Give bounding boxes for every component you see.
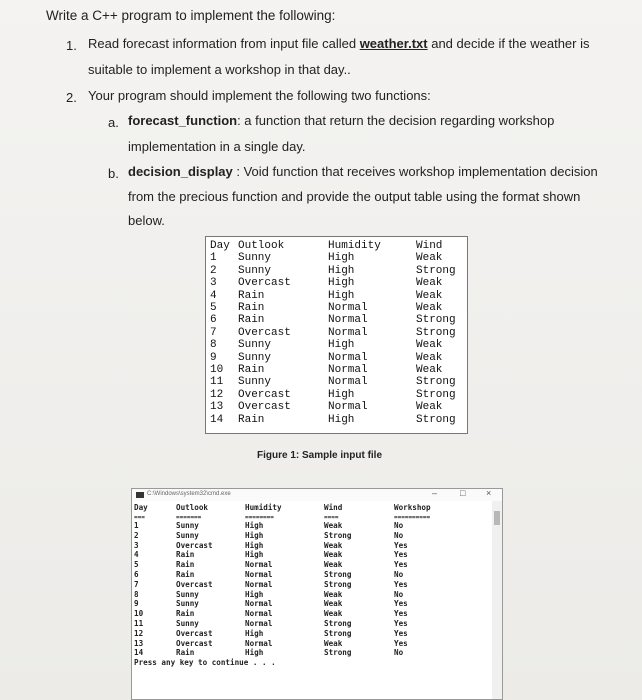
- item-2-number: 2.: [66, 90, 77, 105]
- console-cell: 12: [134, 628, 144, 638]
- input-cell: Sunny: [238, 376, 272, 389]
- input-cell: 14: [210, 413, 224, 426]
- input-cell: Normal: [328, 376, 368, 389]
- input-cell: High: [328, 339, 355, 352]
- console-cell: Overcast: [176, 579, 213, 589]
- input-row: [206, 252, 467, 264]
- input-cell: Overcast: [238, 388, 291, 401]
- console-cell: High: [245, 628, 264, 638]
- console-cell: Strong: [324, 570, 352, 579]
- console-cell: Strong: [324, 628, 352, 638]
- input-cell: High: [328, 388, 355, 401]
- console-window: [131, 488, 503, 700]
- input-cell: 13: [210, 401, 224, 414]
- input-cell: Normal: [328, 351, 368, 364]
- sample-input-file: [205, 236, 468, 434]
- console-footer: Press any key to continue . . .: [134, 658, 276, 668]
- console-cell: Weak: [324, 638, 343, 648]
- subitem-a-line-1: [128, 109, 554, 133]
- console-header-cell: Workshop: [394, 503, 431, 512]
- subitem-a-rest-1: : a function that return the decision regarding workshop: [237, 113, 555, 128]
- input-row: [206, 352, 467, 364]
- input-cell: Weak: [416, 289, 443, 302]
- console-cell: Sunny: [176, 619, 199, 628]
- item-1-text-b: and decide if the weather is: [427, 36, 590, 51]
- input-cell: Weak: [416, 351, 443, 364]
- console-cell: Normal: [245, 609, 273, 619]
- input-filename: weather.txt: [359, 36, 428, 51]
- intro-text: Write a C++ program to implement the following:: [46, 8, 336, 23]
- console-cell: No: [394, 648, 404, 658]
- input-cell: Normal: [328, 364, 368, 376]
- input-row: [206, 302, 467, 314]
- console-cell: 1: [134, 521, 139, 530]
- input-row: [206, 314, 467, 326]
- console-cell: High: [245, 530, 264, 540]
- input-cell: High: [328, 413, 355, 426]
- input-cell: Rain: [238, 314, 265, 327]
- input-cell: 3: [210, 277, 217, 290]
- console-cell: Weak: [324, 540, 343, 550]
- console-cell: Overcast: [176, 540, 213, 550]
- input-cell: 1: [210, 252, 217, 265]
- console-cell: High: [245, 550, 264, 560]
- decision-display-name: decision_display: [128, 164, 233, 179]
- console-cell: Weak: [324, 521, 343, 530]
- input-cell: Normal: [328, 314, 368, 327]
- item-1-text-a: Read forecast information from input file called: [88, 36, 360, 51]
- console-cell: Weak: [324, 599, 343, 609]
- console-cell: High: [245, 589, 264, 599]
- console-cell: 8: [134, 589, 139, 599]
- input-header-cell: Outlook: [238, 240, 285, 252]
- input-cell: 11: [210, 376, 224, 389]
- console-cell: 7: [134, 579, 139, 589]
- console-cell: Sunny: [176, 530, 199, 540]
- console-cell: High: [245, 648, 264, 658]
- input-cell: 8: [210, 339, 217, 352]
- subitem-b-letter: b.: [108, 166, 119, 181]
- item-1-line-2: suitable to implement a workshop in that day..: [88, 62, 351, 77]
- console-cell: 9: [134, 599, 139, 609]
- input-cell: Weak: [416, 364, 443, 376]
- console-cell: No: [394, 589, 404, 599]
- console-cell: 4: [134, 550, 139, 560]
- console-cell: Yes: [394, 609, 408, 619]
- input-cell: Rain: [238, 289, 265, 302]
- console-cell: Yes: [394, 599, 408, 609]
- console-cell: Yes: [394, 540, 408, 550]
- console-cell: Normal: [245, 638, 273, 648]
- input-cell: Weak: [416, 339, 443, 352]
- console-cell: 2: [134, 530, 139, 540]
- console-cell: Normal: [245, 579, 273, 589]
- input-cell: 7: [210, 326, 217, 339]
- console-cell: Rain: [176, 609, 195, 619]
- input-header-row: [206, 240, 467, 252]
- input-cell: Normal: [328, 401, 368, 414]
- console-cell: 6: [134, 570, 139, 579]
- console-cell: Normal: [245, 619, 273, 628]
- input-cell: Rain: [238, 302, 265, 314]
- console-cell: Normal: [245, 560, 273, 570]
- input-cell: Strong: [416, 326, 456, 339]
- console-cell: 10: [134, 609, 144, 619]
- input-cell: Strong: [416, 388, 456, 401]
- console-cell: 3: [134, 540, 139, 550]
- console-cell: 13: [134, 638, 144, 648]
- console-cell: Rain: [176, 560, 195, 570]
- close-button[interactable]: ×: [486, 488, 492, 498]
- input-cell: Sunny: [238, 339, 272, 352]
- console-cell: Strong: [324, 619, 352, 628]
- subitem-a-line-2: implementation in a single day.: [128, 139, 306, 154]
- input-cell: High: [328, 264, 355, 277]
- console-cell: Yes: [394, 550, 408, 560]
- input-cell: Weak: [416, 252, 443, 265]
- input-cell: Normal: [328, 326, 368, 339]
- console-header-cell: Outlook: [176, 503, 209, 512]
- console-title: C:\Windows\system32\cmd.exe: [147, 491, 231, 497]
- input-row: [206, 401, 467, 413]
- input-cell: Overcast: [238, 401, 291, 414]
- console-cell: Yes: [394, 638, 408, 648]
- console-cell: Rain: [176, 570, 195, 579]
- console-cell: No: [394, 521, 404, 530]
- console-header-cell: Day: [134, 503, 148, 512]
- input-cell: Sunny: [238, 252, 272, 265]
- input-header-cell: Day: [210, 240, 230, 252]
- input-cell: Sunny: [238, 351, 272, 364]
- input-cell: Rain: [238, 413, 265, 426]
- input-cell: 5: [210, 302, 217, 314]
- console-header-cell: Humidity: [245, 503, 282, 512]
- console-cell: Rain: [176, 648, 195, 658]
- input-cell: 6: [210, 314, 217, 327]
- input-cell: Weak: [416, 401, 443, 414]
- console-cell: Yes: [394, 579, 408, 589]
- console-separator: ==========: [394, 514, 431, 521]
- input-cell: Weak: [416, 302, 443, 314]
- input-cell: Sunny: [238, 264, 272, 277]
- console-cell: Weak: [324, 609, 343, 619]
- console-cell: Weak: [324, 550, 343, 560]
- input-cell: 10: [210, 364, 224, 376]
- console-cell: Sunny: [176, 589, 199, 599]
- input-cell: Strong: [416, 413, 456, 426]
- subitem-b-rest-1: : Void function that receives workshop implementation decision: [232, 164, 598, 179]
- console-cell: Strong: [324, 648, 352, 658]
- input-cell: 2: [210, 264, 217, 277]
- input-row: [206, 327, 467, 339]
- input-cell: Overcast: [238, 326, 291, 339]
- input-row: [206, 290, 467, 302]
- item-2-line-1: Your program should implement the following two functions:: [88, 88, 431, 103]
- console-cell: Normal: [245, 570, 273, 579]
- console-scrollbar[interactable]: [492, 501, 502, 699]
- console-cell: Overcast: [176, 628, 213, 638]
- input-cell: High: [328, 277, 355, 290]
- console-cell: 14: [134, 648, 144, 658]
- subitem-b-line-1: [128, 160, 598, 184]
- console-cell: Normal: [245, 599, 273, 609]
- input-row: [206, 414, 467, 426]
- input-cell: Strong: [416, 314, 456, 327]
- console-cell: Rain: [176, 550, 195, 560]
- subitem-b-line-3: below.: [128, 213, 165, 228]
- console-cell: Sunny: [176, 599, 199, 609]
- console-separator: ========: [245, 514, 274, 521]
- console-cell: Strong: [324, 579, 352, 589]
- console-cell: High: [245, 521, 264, 530]
- scrollbar-thumb[interactable]: [494, 511, 500, 525]
- input-row: [206, 364, 467, 376]
- input-cell: Weak: [416, 277, 443, 290]
- input-header-cell: Wind: [416, 240, 443, 252]
- input-cell: Strong: [416, 376, 456, 389]
- console-separator: ===: [134, 514, 145, 521]
- item-1-line-1: [88, 32, 590, 56]
- input-cell: 4: [210, 289, 217, 302]
- forecast-function-name: forecast_function: [128, 113, 238, 128]
- minimize-button[interactable]: –: [432, 488, 438, 498]
- console-cell: No: [394, 570, 404, 579]
- console-cell: Weak: [324, 589, 343, 599]
- console-title-bar: [132, 489, 502, 501]
- console-cell: Sunny: [176, 521, 199, 530]
- input-cell: 9: [210, 351, 217, 364]
- input-row: [206, 389, 467, 401]
- subitem-a-letter: a.: [108, 115, 119, 130]
- console-header-cell: Wind: [324, 503, 343, 512]
- console-cell: No: [394, 530, 404, 540]
- input-cell: High: [328, 252, 355, 265]
- figure-caption: Figure 1: Sample input file: [257, 450, 383, 461]
- subitem-b-line-2: from the precious function and provide the output table using the format shown: [128, 189, 581, 204]
- console-cell: Weak: [324, 560, 343, 570]
- input-row: [206, 277, 467, 289]
- console-cell: Yes: [394, 619, 408, 628]
- input-row: [206, 339, 467, 351]
- maximize-button[interactable]: □: [460, 488, 466, 498]
- input-row: [206, 265, 467, 277]
- console-cell: 11: [134, 619, 144, 628]
- console-cell: Overcast: [176, 638, 213, 648]
- input-cell: 12: [210, 388, 224, 401]
- console-cell: 5: [134, 560, 139, 570]
- input-cell: Normal: [328, 302, 368, 314]
- input-cell: Rain: [238, 364, 265, 376]
- input-row: [206, 376, 467, 388]
- input-cell: High: [328, 289, 355, 302]
- input-header-cell: Humidity: [328, 240, 381, 252]
- console-separator: =======: [176, 514, 202, 521]
- console-cell: Strong: [324, 530, 352, 540]
- item-1-number: 1.: [66, 38, 77, 53]
- input-cell: Overcast: [238, 277, 291, 290]
- console-cell: High: [245, 540, 264, 550]
- console-icon: [136, 492, 144, 498]
- console-cell: Yes: [394, 560, 408, 570]
- console-separator: ====: [324, 514, 339, 521]
- console-cell: Yes: [394, 628, 408, 638]
- input-cell: Strong: [416, 264, 456, 277]
